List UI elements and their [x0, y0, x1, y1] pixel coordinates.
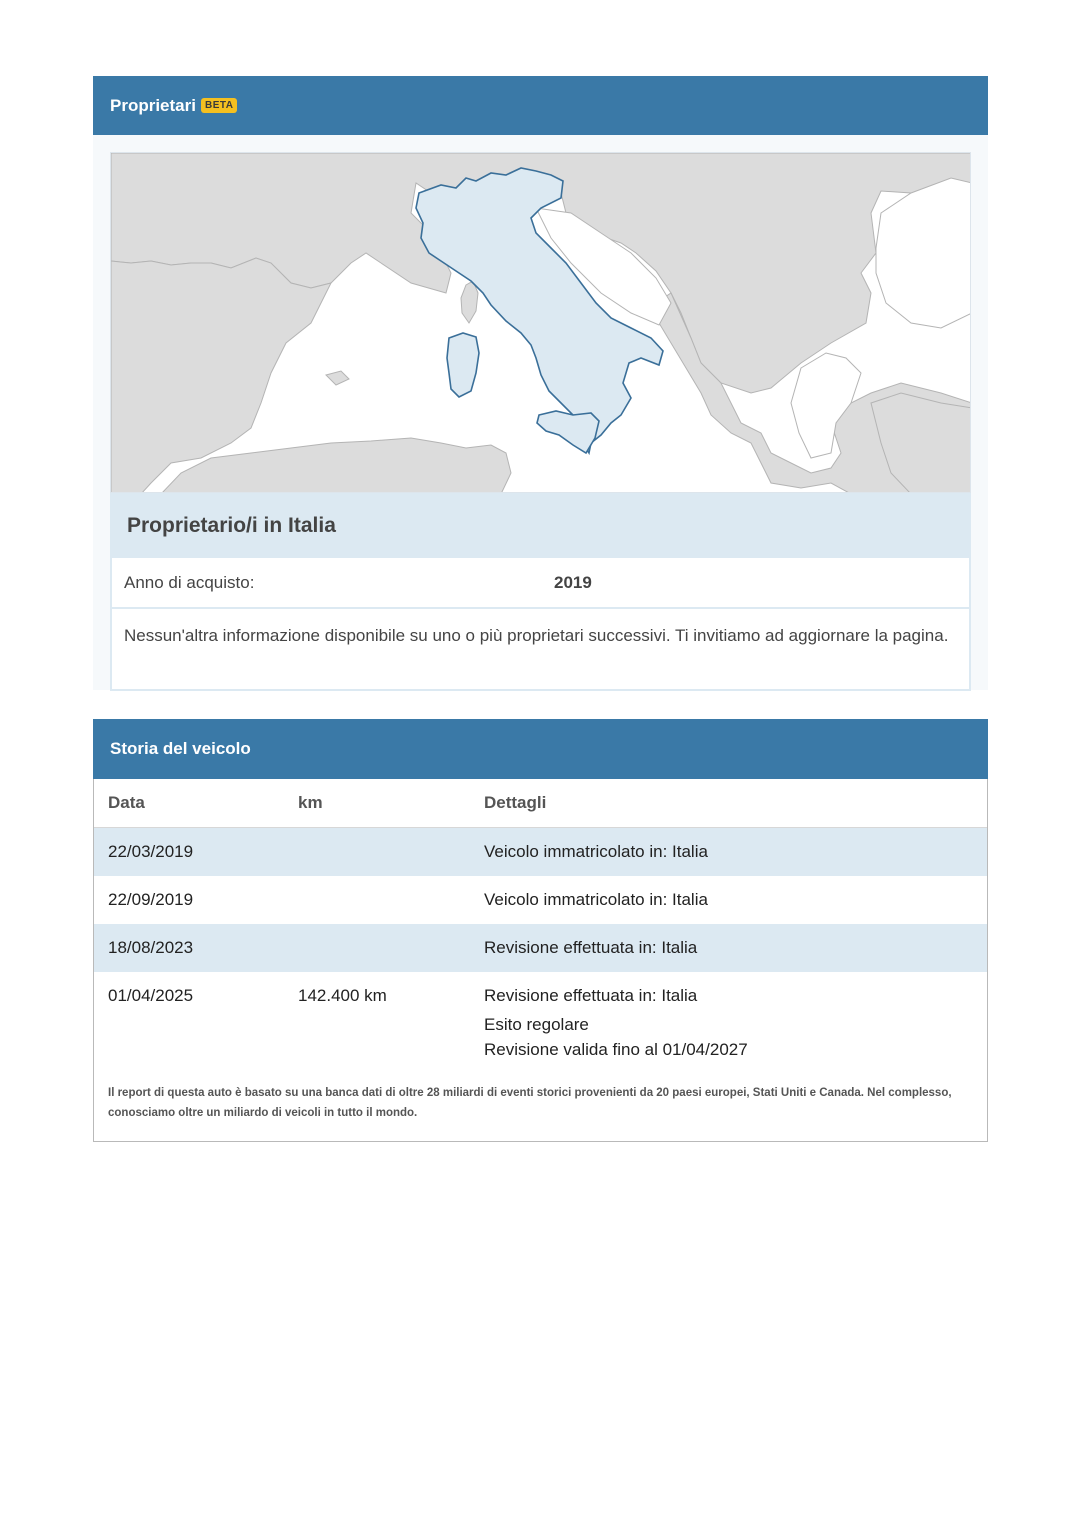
detail-line: Veicolo immatricolato in: Italia: [484, 890, 708, 909]
row-date: 18/08/2023: [108, 938, 194, 957]
row-details: [484, 986, 987, 1062]
owners-section: [93, 76, 988, 690]
purchase-year-row: [112, 558, 969, 609]
history-header-title: Storia del veicolo: [110, 739, 251, 758]
history-section: [93, 719, 988, 1142]
row-km: 142.400 km: [298, 986, 387, 1005]
table-row: [94, 972, 987, 1070]
report-footer-note: Il report di questa auto è basato su una banca dati di oltre 28 miliardi di eventi storici provenienti da 20 paesi europei, Stati Uniti e Canada. Nel complesso, conosciamo oltre un miliardo di veicoli in tutto il mondo.: [108, 1087, 952, 1119]
detail-line: Veicolo immatricolato in: Italia: [484, 842, 708, 861]
row-date: 22/03/2019: [108, 842, 194, 861]
owners-note: Nessun'altra informazione disponibile su uno o più proprietari successivi. Ti invitiamo ad aggiornare la pagina.: [124, 626, 949, 645]
beta-badge: BETA: [201, 98, 237, 113]
table-row: [94, 876, 987, 924]
owners-map: [110, 152, 971, 493]
purchase-year-label: Anno di acquisto:: [124, 572, 255, 592]
owners-header-title: Proprietari: [110, 95, 196, 115]
col-details-header: Dettagli: [484, 793, 547, 812]
col-date-header: Data: [108, 793, 145, 812]
owners-header: [93, 76, 988, 135]
detail-line: Esito regolare: [484, 1015, 589, 1034]
row-date: 22/09/2019: [108, 890, 194, 909]
row-date: 01/04/2025: [108, 986, 194, 1005]
owners-body: [93, 135, 988, 690]
purchase-year-value: 2019: [554, 572, 592, 592]
row-details: [484, 938, 987, 958]
detail-line: Revisione effettuata in: Italia: [484, 986, 698, 1005]
col-km-header: km: [298, 793, 323, 812]
history-table-header: [94, 779, 987, 828]
history-header: [93, 719, 988, 779]
owner-details-table: [110, 558, 971, 691]
row-details: [484, 842, 987, 862]
europe-map: [111, 153, 971, 493]
detail-line: Revisione valida fino al 01/04/2027: [484, 1040, 748, 1059]
table-row: [94, 924, 987, 972]
owner-country-title: Proprietario/i in Italia: [110, 493, 971, 558]
row-details: [484, 890, 987, 910]
detail-line: Revisione effettuata in: Italia: [484, 938, 698, 957]
table-row: [94, 828, 987, 876]
